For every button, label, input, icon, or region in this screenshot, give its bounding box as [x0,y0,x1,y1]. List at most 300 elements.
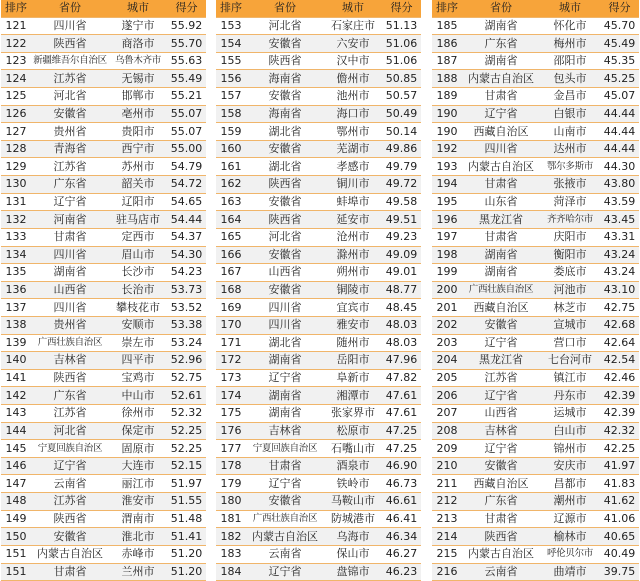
cell-rank: 159 [216,123,246,141]
cell-city: 酒泉市 [324,457,382,475]
table-row [216,493,421,511]
cell-province: 云南省 [462,563,540,581]
cell-city: 七台河市 [540,352,600,370]
table-row [1,35,206,53]
table-row [1,176,206,194]
cell-score: 55.00 [167,140,206,158]
cell-province: 湖南省 [462,246,540,264]
cell-score: 47.61 [382,387,421,405]
cell-province: 内蒙古自治区 [462,70,540,88]
cell-score: 46.61 [382,493,421,511]
cell-city: 邵阳市 [540,52,600,70]
cell-city: 眉山市 [109,246,167,264]
cell-rank: 169 [216,299,246,317]
cell-province: 河南省 [31,211,109,229]
cell-province: 辽宁省 [31,193,109,211]
cell-score: 51.20 [167,563,206,581]
cell-city: 遂宁市 [109,17,167,35]
cell-city: 海口市 [324,105,382,123]
cell-score: 55.70 [167,35,206,53]
table-header-row [1,0,206,17]
cell-province: 辽宁省 [246,369,324,387]
cell-score: 45.25 [600,70,639,88]
table-row [432,105,639,123]
table-row [1,510,206,528]
cell-province: 四川省 [31,17,109,35]
cell-city: 河池市 [540,281,600,299]
table-row [216,440,421,458]
table-row [1,211,206,229]
cell-city: 宝鸡市 [109,369,167,387]
cell-rank: 147 [1,475,31,493]
cell-province: 河北省 [246,17,324,35]
header-score: 得分 [382,0,421,17]
cell-rank: 151 [1,563,31,581]
cell-rank: 121 [1,17,31,35]
table-row [216,369,421,387]
table-row [1,387,206,405]
cell-province: 湖南省 [462,264,540,282]
cell-city: 林芝市 [540,299,600,317]
table-row [1,440,206,458]
cell-rank: 195 [432,193,462,211]
table-row [216,281,421,299]
cell-province: 辽宁省 [246,563,324,581]
cell-province: 江苏省 [31,405,109,423]
table-row [432,193,639,211]
cell-score: 52.25 [167,422,206,440]
cell-province: 陕西省 [31,510,109,528]
table-row [432,387,639,405]
cell-province: 吉林省 [462,422,540,440]
cell-rank: 215 [432,545,462,563]
table-row [216,246,421,264]
table-row [432,457,639,475]
table-row [1,299,206,317]
table-row [216,334,421,352]
cell-city: 张家界市 [324,405,382,423]
table-row [1,457,206,475]
cell-score: 49.79 [382,158,421,176]
cell-rank: 208 [432,422,462,440]
cell-province: 安徽省 [31,105,109,123]
cell-city: 铁岭市 [324,475,382,493]
cell-rank: 136 [1,281,31,299]
cell-rank: 160 [216,140,246,158]
cell-province: 安徽省 [246,281,324,299]
cell-rank: 162 [216,176,246,194]
cell-rank: 212 [432,493,462,511]
cell-province: 安徽省 [246,193,324,211]
cell-score: 54.37 [167,228,206,246]
cell-province: 江苏省 [31,493,109,511]
table-header-row [216,0,421,17]
cell-province: 海南省 [246,105,324,123]
cell-rank: 158 [216,105,246,123]
header-rank: 排序 [1,0,31,17]
cell-rank: 133 [1,228,31,246]
table-row [1,70,206,88]
cell-score: 52.61 [167,387,206,405]
cell-score: 48.45 [382,299,421,317]
cell-rank: 170 [216,316,246,334]
cell-province: 甘肃省 [462,510,540,528]
cell-city: 营口市 [540,334,600,352]
cell-province: 辽宁省 [462,387,540,405]
table-row [1,563,206,581]
cell-rank: 148 [1,493,31,511]
table-row [432,246,639,264]
cell-province: 贵州省 [31,316,109,334]
table-row [216,299,421,317]
cell-rank: 179 [216,475,246,493]
cell-city: 娄底市 [540,264,600,282]
cell-city: 锦州市 [540,440,600,458]
cell-city: 马鞍山市 [324,493,382,511]
table-row [1,528,206,546]
cell-score: 50.14 [382,123,421,141]
cell-city: 保定市 [109,422,167,440]
cell-rank: 186 [432,35,462,53]
cell-score: 53.38 [167,316,206,334]
cell-province: 山西省 [462,405,540,423]
cell-score: 42.39 [600,405,639,423]
cell-score: 46.23 [382,563,421,581]
cell-score: 41.97 [600,457,639,475]
cell-score: 49.01 [382,264,421,282]
cell-province: 贵州省 [31,123,109,141]
cell-rank: 211 [432,475,462,493]
cell-city: 雅安市 [324,316,382,334]
table-row [432,422,639,440]
cell-score: 52.75 [167,369,206,387]
cell-city: 沧州市 [324,228,382,246]
cell-city: 齐齐哈尔市 [540,211,600,229]
cell-province: 安徽省 [246,35,324,53]
cell-rank: 213 [432,510,462,528]
table-row [216,352,421,370]
cell-city: 丽江市 [109,475,167,493]
cell-province: 河北省 [31,422,109,440]
table-row [432,545,639,563]
cell-rank: 200 [432,281,462,299]
cell-score: 44.44 [600,123,639,141]
cell-rank: 190 [432,105,462,123]
table-row [1,158,206,176]
cell-province: 宁夏回族自治区 [246,440,324,458]
cell-city: 盘锦市 [324,563,382,581]
cell-city: 怀化市 [540,17,600,35]
cell-score: 51.20 [167,545,206,563]
table-row [432,334,639,352]
cell-score: 46.34 [382,528,421,546]
cell-city: 鄂州市 [324,123,382,141]
cell-province: 甘肃省 [31,563,109,581]
cell-score: 43.80 [600,176,639,194]
cell-city: 攀枝花市 [109,299,167,317]
cell-city: 四平市 [109,352,167,370]
table-row [216,52,421,70]
cell-city: 岳阳市 [324,352,382,370]
cell-score: 48.03 [382,334,421,352]
cell-rank: 187 [432,52,462,70]
cell-rank: 122 [1,35,31,53]
cell-province: 湖北省 [246,158,324,176]
cell-rank: 185 [432,17,462,35]
cell-province: 安徽省 [462,316,540,334]
cell-province: 湖南省 [246,387,324,405]
cell-province: 山西省 [246,264,324,282]
header-province: 省份 [31,0,109,17]
table-row [432,228,639,246]
cell-city: 阜新市 [324,369,382,387]
cell-city: 保山市 [324,545,382,563]
cell-rank: 167 [216,264,246,282]
cell-rank: 141 [1,369,31,387]
table-row [432,264,639,282]
cell-score: 49.09 [382,246,421,264]
cell-province: 西藏自治区 [462,299,540,317]
cell-province: 云南省 [246,545,324,563]
table-row [216,88,421,106]
cell-city: 淮安市 [109,493,167,511]
table-row [1,405,206,423]
table-row [1,334,206,352]
table-row [1,140,206,158]
cell-score: 46.90 [382,457,421,475]
cell-score: 43.31 [600,228,639,246]
cell-rank: 150 [1,528,31,546]
cell-rank: 165 [216,228,246,246]
table-row [432,52,639,70]
cell-city: 松原市 [324,422,382,440]
cell-rank: 156 [216,70,246,88]
ranking-table-3 [432,0,639,581]
cell-rank: 193 [432,158,462,176]
cell-province: 内蒙古自治区 [462,545,540,563]
cell-city: 曲靖市 [540,563,600,581]
cell-province: 西藏自治区 [462,123,540,141]
cell-rank: 216 [432,563,462,581]
cell-city: 乌海市 [324,528,382,546]
cell-rank: 131 [1,193,31,211]
cell-city: 韶关市 [109,176,167,194]
cell-province: 湖南省 [246,405,324,423]
cell-rank: 201 [432,299,462,317]
cell-city: 兰州市 [109,563,167,581]
cell-score: 41.83 [600,475,639,493]
cell-city: 中山市 [109,387,167,405]
cell-city: 宣城市 [540,316,600,334]
cell-rank: 123 [1,52,31,70]
table-row [1,545,206,563]
header-city: 城市 [324,0,382,17]
cell-rank: 214 [432,528,462,546]
cell-province: 山西省 [31,281,109,299]
cell-score: 48.03 [382,316,421,334]
cell-rank: 197 [432,228,462,246]
cell-score: 50.57 [382,88,421,106]
table-row [216,563,421,581]
cell-rank: 153 [216,17,246,35]
cell-city: 随州市 [324,334,382,352]
cell-city: 邯郸市 [109,88,167,106]
cell-score: 45.35 [600,52,639,70]
table-row [432,211,639,229]
cell-score: 51.55 [167,493,206,511]
cell-province: 广东省 [31,176,109,194]
cell-city: 池州市 [324,88,382,106]
table-header-row [432,0,639,17]
cell-city: 长治市 [109,281,167,299]
cell-score: 51.13 [382,17,421,35]
cell-rank: 135 [1,264,31,282]
cell-rank: 209 [432,440,462,458]
cell-city: 辽源市 [540,510,600,528]
cell-score: 47.25 [382,422,421,440]
cell-province: 陕西省 [31,369,109,387]
cell-province: 湖南省 [246,352,324,370]
cell-city: 呼伦贝尔市 [540,545,600,563]
cell-city: 苏州市 [109,158,167,176]
cell-province: 湖南省 [462,52,540,70]
table-row [216,17,421,35]
cell-city: 鄂尔多斯市 [540,158,600,176]
cell-city: 白山市 [540,422,600,440]
cell-province: 安徽省 [246,246,324,264]
cell-score: 54.30 [167,246,206,264]
table-row [432,510,639,528]
cell-score: 49.72 [382,176,421,194]
cell-city: 衡阳市 [540,246,600,264]
table-row [432,369,639,387]
table-row [1,105,206,123]
cell-rank: 163 [216,193,246,211]
table-row [216,316,421,334]
cell-score: 54.23 [167,264,206,282]
cell-province: 湖南省 [462,17,540,35]
cell-score: 55.21 [167,88,206,106]
cell-province: 广西壮族自治区 [31,334,109,352]
cell-score: 44.30 [600,158,639,176]
cell-rank: 140 [1,352,31,370]
cell-city: 西宁市 [109,140,167,158]
cell-score: 42.46 [600,369,639,387]
cell-province: 广东省 [31,387,109,405]
cell-city: 延安市 [324,211,382,229]
cell-score: 53.24 [167,334,206,352]
cell-city: 庆阳市 [540,228,600,246]
cell-province: 广西壮族自治区 [462,281,540,299]
cell-score: 41.06 [600,510,639,528]
cell-score: 49.86 [382,140,421,158]
cell-province: 陕西省 [31,35,109,53]
cell-province: 安徽省 [246,493,324,511]
table-row [1,281,206,299]
cell-score: 40.49 [600,545,639,563]
cell-rank: 178 [216,457,246,475]
cell-city: 石家庄市 [324,17,382,35]
table-row [1,193,206,211]
header-rank: 排序 [216,0,246,17]
cell-rank: 142 [1,387,31,405]
cell-score: 42.68 [600,316,639,334]
cell-score: 44.44 [600,140,639,158]
table-row [216,510,421,528]
table-row [1,316,206,334]
table-row [432,440,639,458]
cell-score: 46.73 [382,475,421,493]
table-row [216,70,421,88]
cell-province: 辽宁省 [31,457,109,475]
cell-score: 52.15 [167,457,206,475]
table-row [1,352,206,370]
cell-province: 四川省 [246,316,324,334]
cell-province: 内蒙古自治区 [462,158,540,176]
cell-province: 云南省 [31,475,109,493]
cell-rank: 151 [1,545,31,563]
table-row [216,264,421,282]
cell-city: 芜湖市 [324,140,382,158]
cell-score: 51.06 [382,52,421,70]
cell-province: 西藏自治区 [462,475,540,493]
cell-province: 吉林省 [31,352,109,370]
cell-score: 45.07 [600,88,639,106]
cell-rank: 182 [216,528,246,546]
cell-rank: 138 [1,316,31,334]
table-row [432,140,639,158]
table-row [1,88,206,106]
cell-city: 白银市 [540,105,600,123]
ranking-table-2 [216,0,421,581]
table-row [216,405,421,423]
cell-city: 达州市 [540,140,600,158]
cell-city: 安顺市 [109,316,167,334]
cell-city: 儋州市 [324,70,382,88]
cell-province: 内蒙古自治区 [246,528,324,546]
cell-score: 42.32 [600,422,639,440]
cell-rank: 155 [216,52,246,70]
table-row [216,123,421,141]
table-row [1,17,206,35]
cell-score: 47.82 [382,369,421,387]
cell-rank: 132 [1,211,31,229]
table-row [216,457,421,475]
cell-city: 滁州市 [324,246,382,264]
cell-score: 53.52 [167,299,206,317]
cell-rank: 144 [1,422,31,440]
cell-province: 四川省 [31,299,109,317]
cell-rank: 174 [216,387,246,405]
cell-rank: 139 [1,334,31,352]
cell-province: 湖南省 [31,264,109,282]
cell-province: 甘肃省 [246,457,324,475]
table-row [432,316,639,334]
cell-score: 55.07 [167,123,206,141]
table-row [1,493,206,511]
cell-city: 铜陵市 [324,281,382,299]
cell-score: 43.24 [600,264,639,282]
header-city: 城市 [540,0,600,17]
cell-city: 运城市 [540,405,600,423]
cell-city: 徐州市 [109,405,167,423]
table-row [216,387,421,405]
cell-rank: 194 [432,176,462,194]
cell-city: 包头市 [540,70,600,88]
cell-score: 50.85 [382,70,421,88]
cell-rank: 173 [216,369,246,387]
cell-province: 陕西省 [246,52,324,70]
